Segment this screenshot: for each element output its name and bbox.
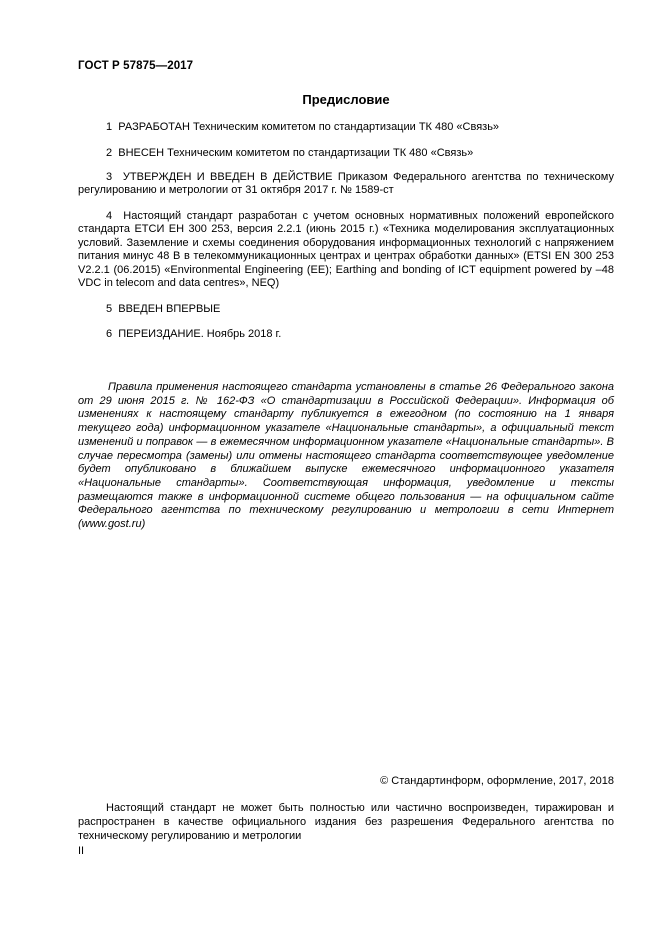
item-text: РАЗРАБОТАН Техническим комитетом по стандартизации ТК 480 «Связь» <box>118 121 500 133</box>
copyright-line: © Стандартинформ, оформление, 2017, 2018 <box>380 775 614 787</box>
foreword-item-2 <box>78 147 614 160</box>
notice-text: Правила применения настоящего стандарта установлены в статье 26 Федерального закона от 29 июня 2015 г. № 162-ФЗ «О стандартизации в Российской Федерации». Информация об изменениях к настоящему стандарту публикуется в ежегодном (по состоянию на 1 января текущего года) информационном указателе «Национальные стандарты», а официальный текст изменений и поправок — в ежемесячном информационном указателе «Национальные стандарты». В случае пересмотра (замены) или отмены настоящего стандарта соответствующее уведомление будет опубликовано в ближайшем выпуске ежемесячного информационного указателя «Национальные стандарты». Соответствующая информация, уведомление и тексты размещаются также в информационной системе общего пользования — на официальном сайте Федерального агентства по техническому регулированию и метрологии в сети Интернет (www.gost.ru) <box>78 381 614 531</box>
item-number: 4 <box>106 210 113 222</box>
reproduction-notice <box>78 801 614 843</box>
item-text: ПЕРЕИЗДАНИЕ. Ноябрь 2018 г. <box>118 328 282 340</box>
item-text: ВНЕСЕН Техническим комитетом по стандартизации ТК 480 «Связь» <box>118 147 474 159</box>
page-number: II <box>78 845 85 857</box>
item-number: 6 <box>106 328 113 340</box>
document-code: ГОСТ Р 57875—2017 <box>78 60 194 72</box>
foreword-item-6 <box>78 328 614 341</box>
item-text: Настоящий стандарт разработан с учетом основных нормативных положений европейского стандарта ЕТСИ ЕН 300 253, версия 2.2.1 (июнь 2015 г.) «Техника моделирования эксплуатационных условий. Заземление и схемы соединения оборудования информационных технологий с напряжением питания минус 48 В в телекоммуникационных центрах и центрах обработки данных» (ETSI EN 300 253 V2.2.1 (06.2015) «Environmental Engineering (EE); Earthing and bonding of ICT equipment powered by –48 VDC in telecom and data centres», NEQ) <box>78 210 614 290</box>
item-number: 5 <box>106 303 113 315</box>
standard-usage-notice <box>78 381 614 532</box>
foreword-item-4 <box>78 210 614 290</box>
item-text: ВВЕДЕН ВПЕРВЫЕ <box>118 303 221 315</box>
page-title: Предисловие <box>302 92 390 107</box>
foreword-item-5 <box>78 303 614 316</box>
item-number: 3 <box>106 171 113 183</box>
reproduction-notice-text: Настоящий стандарт не может быть полностью или частично воспроизведен, тиражирован и распространен в качестве официального издания без разрешения Федерального агентства по техническому регулированию и метрологии <box>78 802 614 842</box>
item-number: 1 <box>106 121 113 133</box>
item-text: УТВЕРЖДЕН И ВВЕДЕН В ДЕЙСТВИЕ Приказом Федерального агентства по техническому регулированию и метрологии от 31 октября 2017 г. № 1589-ст <box>78 171 614 197</box>
foreword-item-1 <box>78 121 614 134</box>
item-number: 2 <box>106 147 113 159</box>
foreword-item-3 <box>78 171 614 198</box>
